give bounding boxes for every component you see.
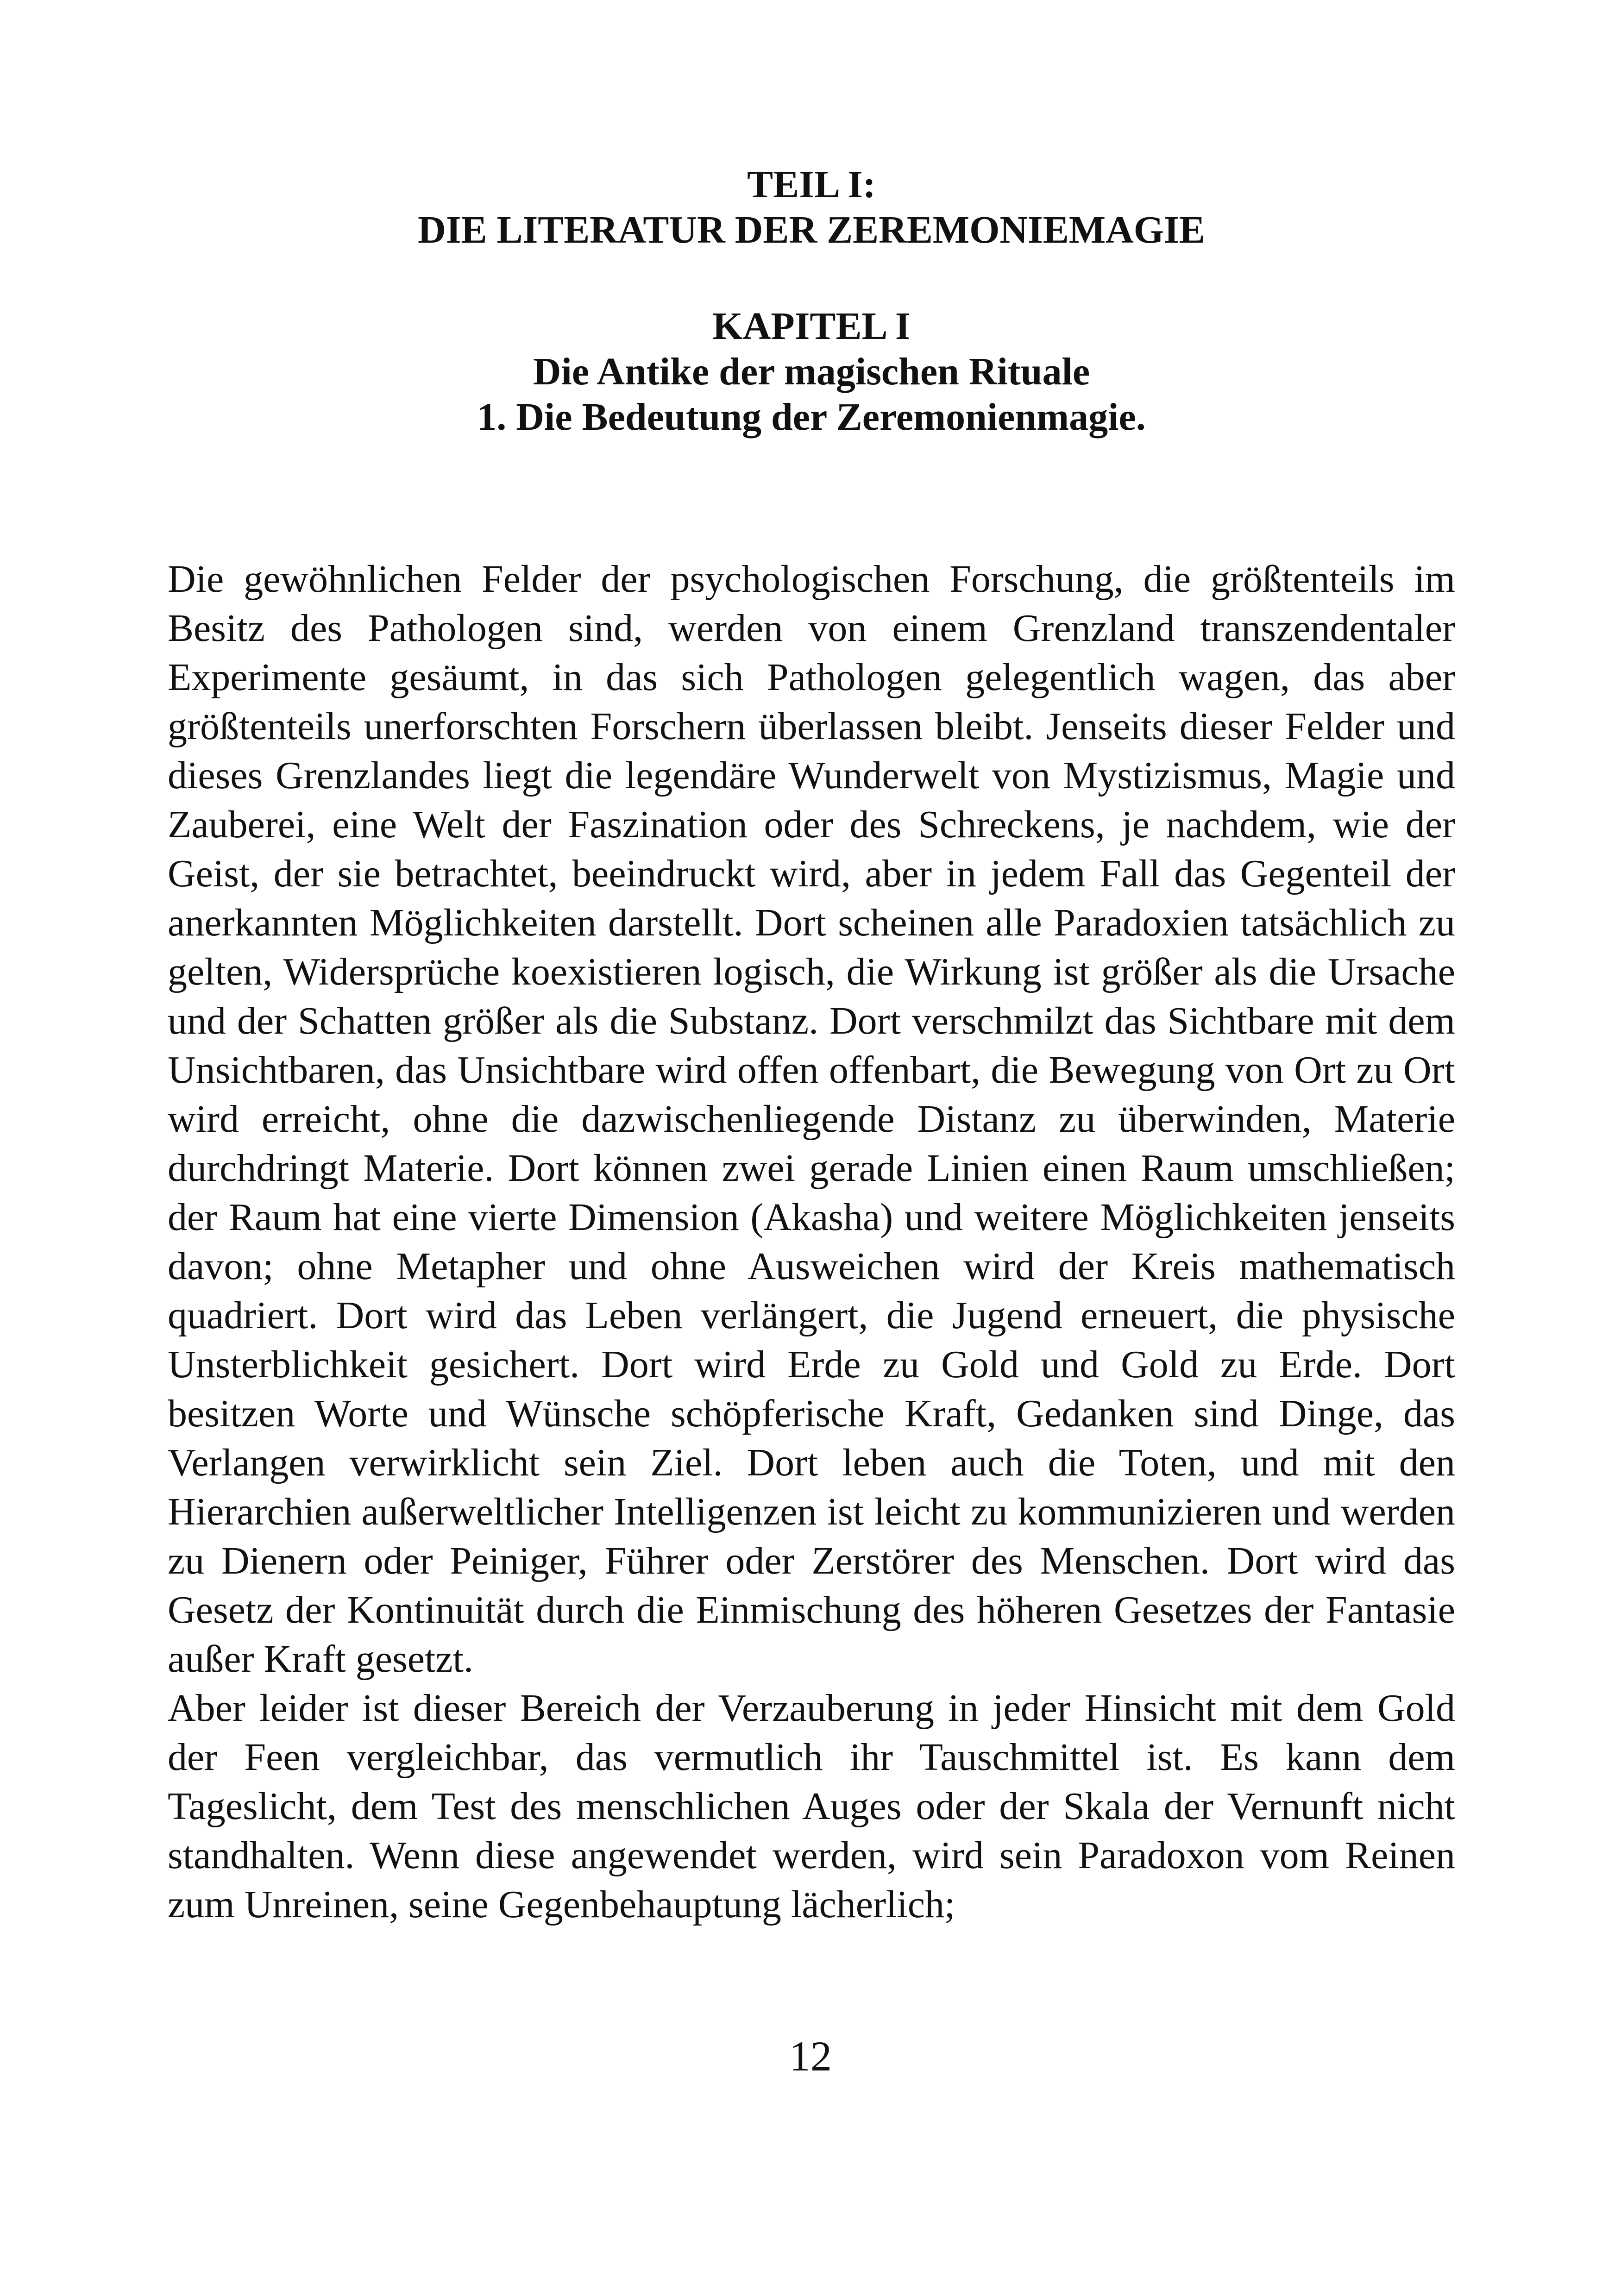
heading-spacer xyxy=(168,253,1455,304)
part-title: DIE LITERATUR DER ZEREMONIEMAGIE xyxy=(418,208,1205,251)
paragraph: Aber leider ist dieser Bereich der Verzauberung in jeder Hinsicht mit dem Gold der Feen vergleichbar, das vermutlich ihr Tauschmittel ist. Es kann dem Tageslicht, dem Test des menschlichen Auges oder der Skala der Vernunft nicht standhalten. Wenn diese angewendet werden, wird sein Paradoxon vom Reinen zum Unreinen, seine Gegenbehauptung lächerlich; xyxy=(168,1687,1455,1926)
section-title: 1. Die Bedeutung der Zeremonienmagie. xyxy=(477,395,1146,439)
body-text xyxy=(168,555,1455,1929)
part-label: TEIL I: xyxy=(747,163,876,206)
chapter-title: Die Antike der magischen Rituale xyxy=(533,350,1090,393)
page-number: 12 xyxy=(789,2033,832,2080)
paragraph: Die gewöhnlichen Felder der psychologischen Forschung, die größtenteils im Besitz des Pathologen sind, werden von einem Grenzland transzendentaler Experimente gesäumt, in das sich Pathologen gelegentlich wagen, das aber größtenteils unerforschten Forschern überlassen bleibt. Jenseits dieser Felder und dieses Grenzlandes liegt die legendäre Wunderwelt von Mystizismus, Magie und Zauberei, eine Welt der Faszination oder des Schreckens, je nachdem, wie der Geist, der sie betrachtet, beeindruckt wird, aber in jedem Fall das Gegenteil der anerkannten Möglichkeiten darstellt. Dort scheinen alle Paradoxien tatsächlich zu gelten, Widersprüche koexistieren logisch, die Wirkung ist größer als die Ursache und der Schatten größer als die Substanz. Dort verschmilzt das Sichtbare mit dem Unsichtbaren, das Unsichtbare wird offen offenbart, die Bewegung von Ort zu Ort wird erreicht, ohne die dazwischenliegende Distanz zu überwinden, Materie durchdringt Materie. Dort können zwei gerade Linien einen Raum umschließen; der Raum hat eine vierte Dimension (Akasha) und weitere Möglichkeiten jenseits davon; ohne Metapher und ohne Ausweichen wird der Kreis mathematisch quadriert. Dort wird das Leben verlängert, die Jugend erneuert, die physische Unsterblichkeit gesichert. Dort wird Erde zu Gold und Gold zu Erde. Dort besitzen Worte und Wünsche schöpferische Kraft, Gedanken sind Dinge, das Verlangen verwirklicht sein Ziel. Dort leben auch die Toten, und mit den Hierarchien außerweltlicher Intelligenzen ist leicht zu kommunizieren und werden zu Dienern oder Peiniger, Führer oder Zerstörer des Menschen. Dort wird das Gesetz der Kontinuität durch die Einmischung des höheren Gesetzes der Fantasie außer Kraft gesetzt. xyxy=(168,558,1455,1681)
heading-block xyxy=(168,162,1455,440)
chapter-label: KAPITEL I xyxy=(712,305,911,348)
